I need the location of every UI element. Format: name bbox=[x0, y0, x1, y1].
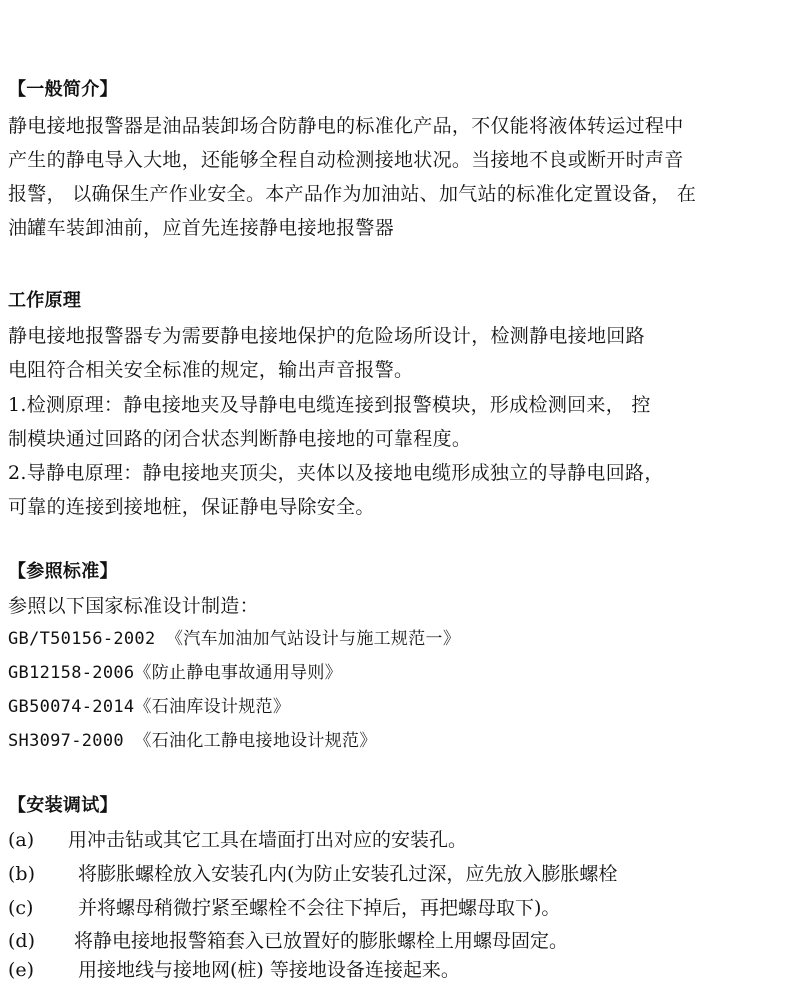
intro-line-3: 报警， 以确保生产作业安全。本产品作为加油站、加气站的标准化定置设备， 在 bbox=[8, 183, 697, 205]
intro-line-1: 静电接地报警器是油品装卸场合防静电的标准化产品，不仅能将液体转运过程中 bbox=[8, 115, 684, 137]
step-marker: (a) bbox=[8, 829, 35, 851]
standard-item-4: SH3097-2000 《石油化工静电接地设计规范》 bbox=[8, 731, 377, 751]
installation-heading: 【安装调试】 bbox=[8, 795, 118, 816]
step-text: 并将螺母稍微拧紧至螺栓不会往下掉后，再把螺母取下)。 bbox=[78, 897, 561, 919]
step-text: 将膨胀螺栓放入安装孔内(为防止安装孔过深，应先放入膨胀螺栓 bbox=[78, 863, 618, 885]
intro-line-2: 产生的静电导入大地，还能够全程自动检测接地状况。当接地不良或断开时声音 bbox=[8, 149, 684, 171]
principle-line-5: 2.导静电原理：静电接地夹顶尖，夹体以及接地电缆形成独立的导静电回路， bbox=[8, 462, 664, 484]
intro-line-4: 油罐车装卸油前，应首先连接静电接地报警器 bbox=[8, 217, 395, 239]
installation-step-e bbox=[8, 958, 460, 982]
installation-step-b bbox=[8, 862, 617, 886]
installation-step-c bbox=[8, 896, 560, 920]
standards-heading: 【参照标准】 bbox=[8, 561, 118, 582]
principle-line-4: 制模块通过回路的闭合状态判断静电接地的可靠程度。 bbox=[8, 428, 472, 450]
installation-step-d bbox=[8, 929, 568, 953]
principle-line-6: 可靠的连接到接地桩，保证静电导除安全。 bbox=[8, 496, 375, 518]
standard-item-3: GB50074-2014《石油库设计规范》 bbox=[8, 697, 291, 717]
principle-line-2: 电阻符合相关安全标准的规定，输出声音报警。 bbox=[8, 359, 414, 381]
principle-line-1: 静电接地报警器专为需要静电接地保护的危险场所设计，检测静电接地回路 bbox=[8, 325, 645, 347]
step-marker: (e) bbox=[8, 959, 35, 981]
installation-step-a bbox=[8, 828, 467, 852]
principle-heading: 工作原理 bbox=[8, 290, 82, 311]
step-marker: (d) bbox=[8, 930, 35, 952]
standards-intro: 参照以下国家标准设计制造： bbox=[8, 595, 259, 617]
step-text: 用冲击钻或其它工具在墙面打出对应的安装孔。 bbox=[68, 829, 468, 851]
step-text: 将静电接地报警箱套入已放置好的膨胀螺栓上用螺母固定。 bbox=[74, 930, 569, 952]
step-marker: (b) bbox=[8, 863, 35, 885]
standard-item-1: GB/T50156-2002 《汽车加油加气站设计与施工规范一》 bbox=[8, 629, 461, 649]
step-text: 用接地线与接地网(桩) 等接地设备连接起来。 bbox=[78, 959, 460, 981]
principle-line-3: 1.检测原理：静电接地夹及导静电电缆连接到报警模块，形成检测回来， 控 bbox=[8, 394, 651, 416]
standard-item-2: GB12158-2006《防止静电事故通用导则》 bbox=[8, 663, 343, 683]
intro-heading: 【一般简介】 bbox=[8, 79, 118, 100]
step-marker: (c) bbox=[8, 897, 34, 919]
